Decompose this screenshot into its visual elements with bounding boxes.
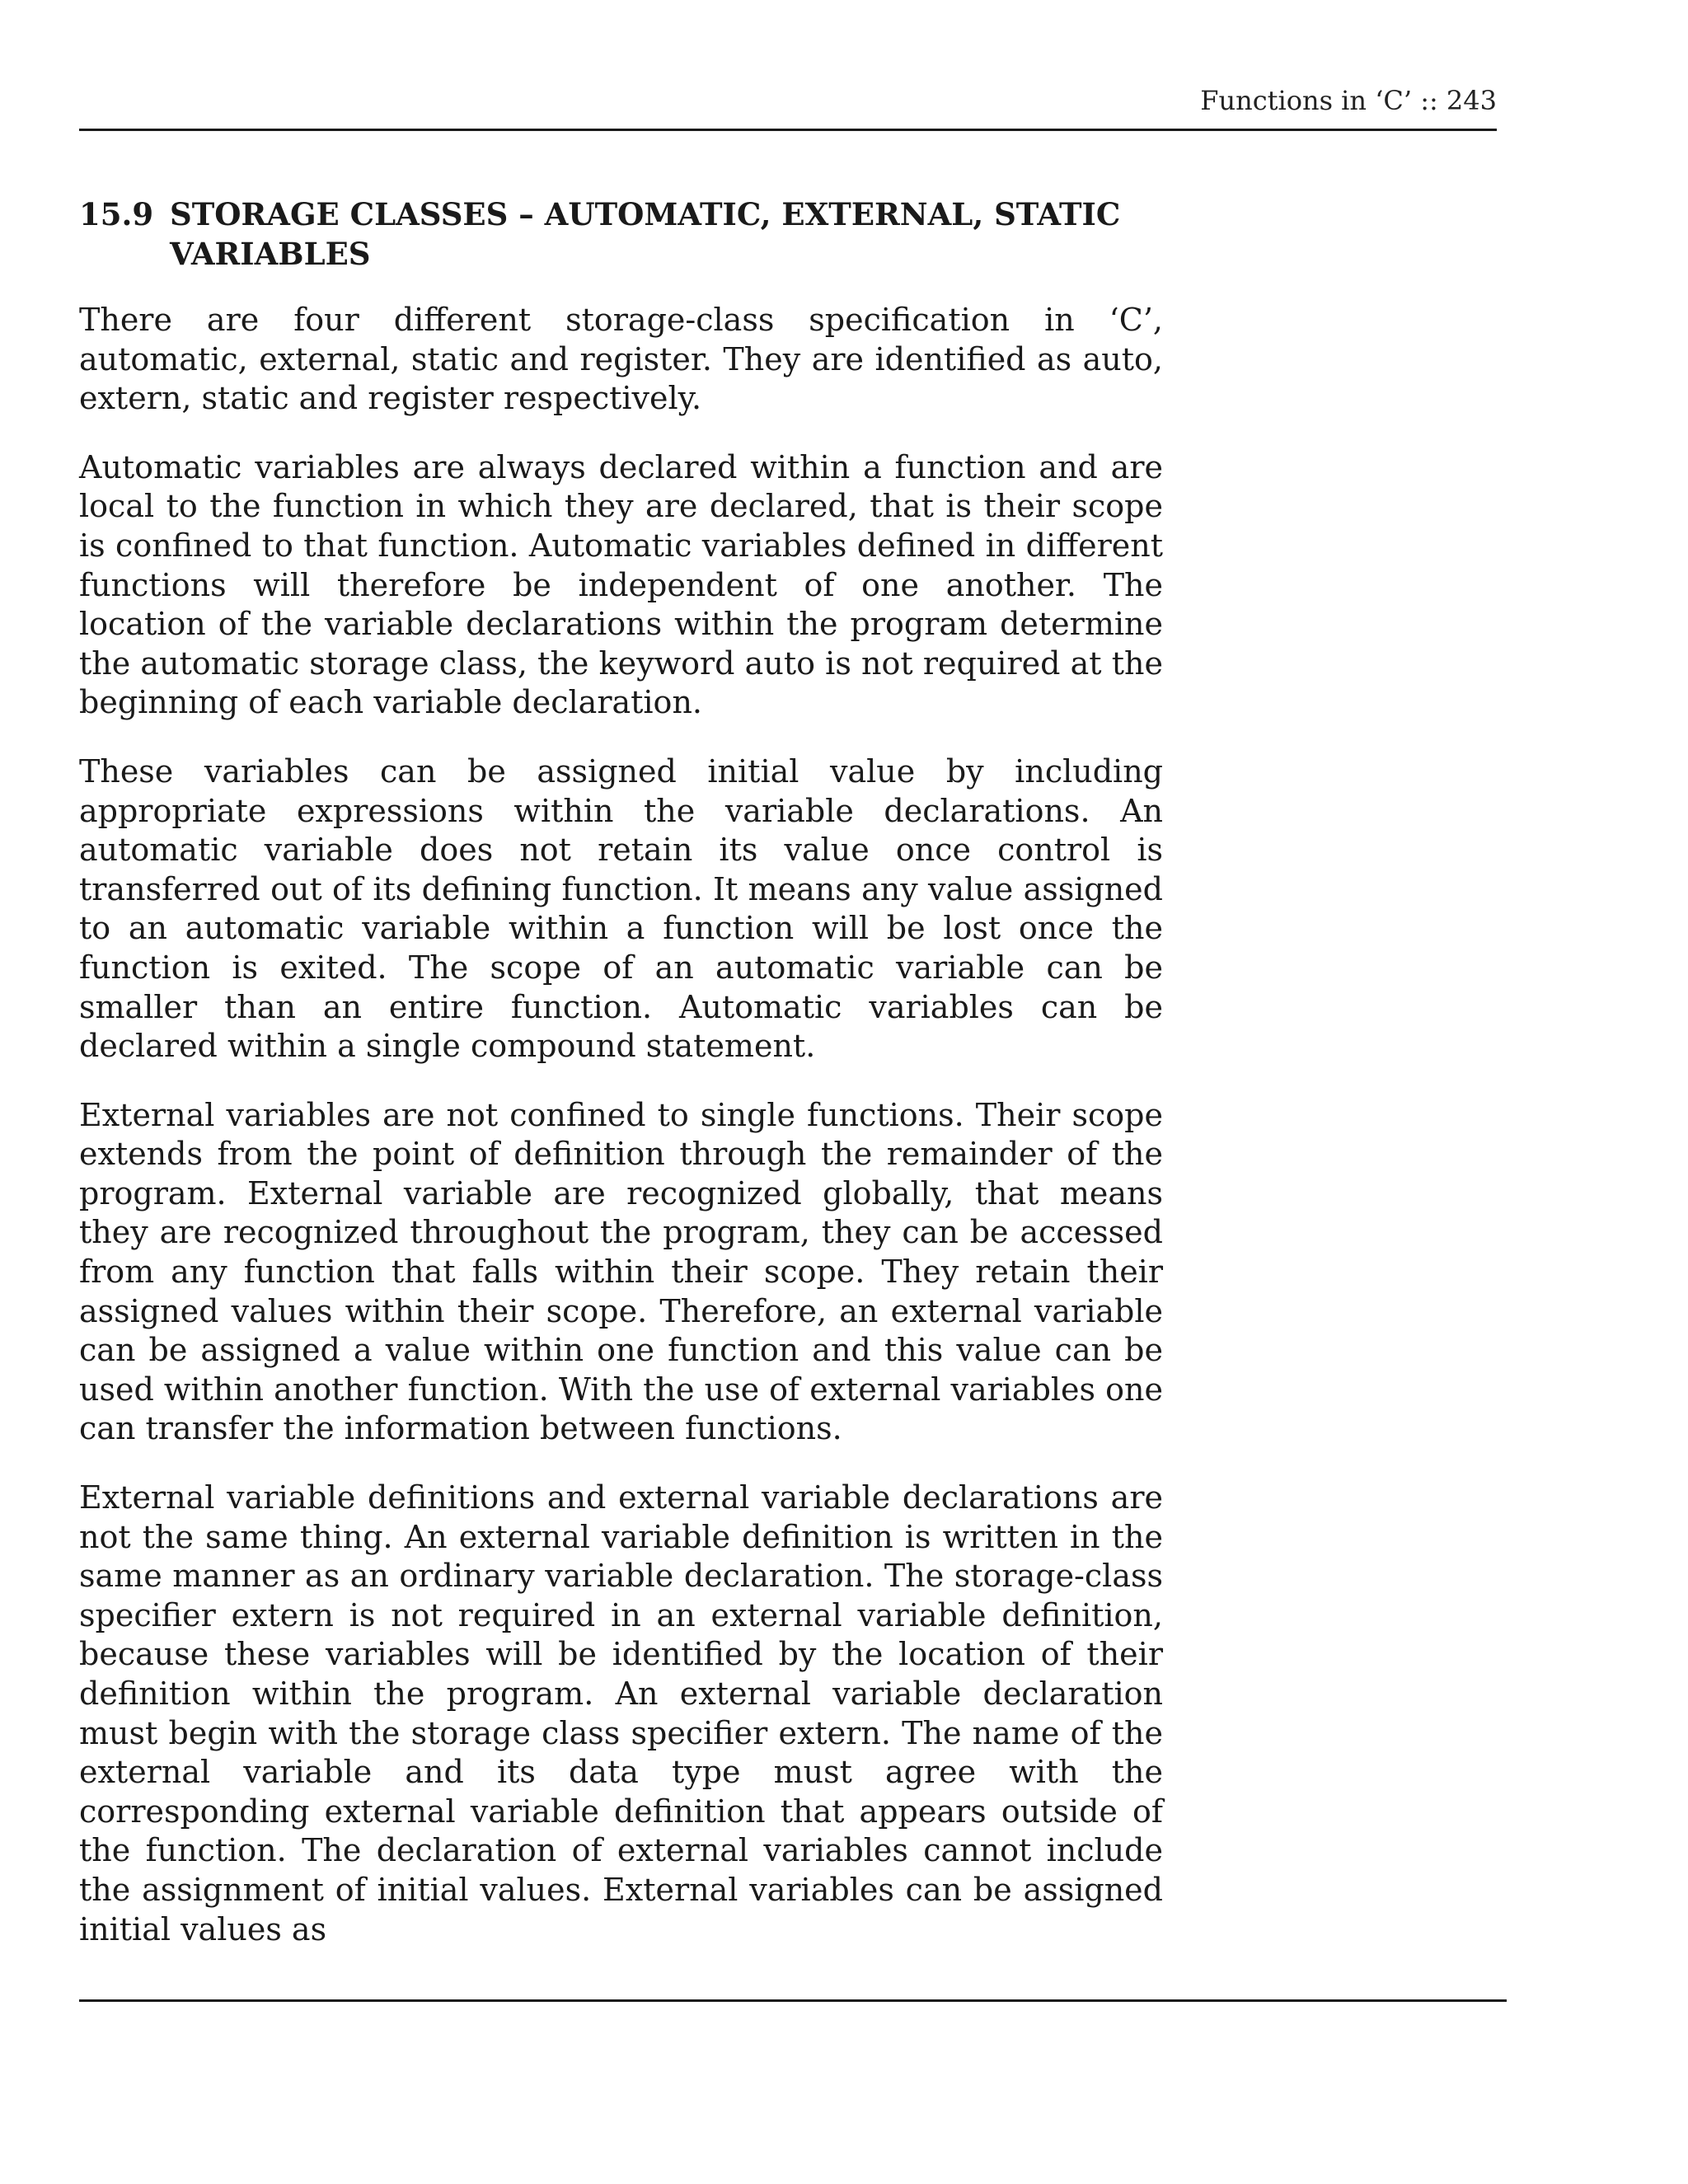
paragraph-automatic-initialization: These variables can be assigned initial value by including appropriate expressions within the variable declarations. An automatic variable does not retain its value once control is transferred out of its defining function. It means any value assigned to an automatic variable within a function will be lost once the function is exited. The scope of an automatic variable can be smaller than an entire function. Automatic variables can be declared within a single compound statement. — [79, 752, 1163, 1065]
paragraph-storage-class-intro: There are four different storage-class specification in ‘C’, automatic, external, static and register. They are identified as auto, extern, static and register respectively. — [79, 302, 1163, 417]
body-text — [79, 301, 1163, 1979]
running-header: Functions in ‘C’ :: 243 — [1200, 85, 1497, 116]
section-title: STORAGE CLASSES – AUTOMATIC, EXTERNAL, STATIC VARIABLES — [170, 196, 1121, 272]
paragraph-external-definitions: External variable definitions and external variable declarations are not the same thing. An external variable definition is written in the same manner as an ordinary variable declaration. The storage-class specifier extern is not required in an external variable definition, because these variables will be identified by the location of their definition within the program. An external variable declaration must begin with the storage class specifier extern. The name of the external variable and its data type must agree with the corresponding external variable definition that appears outside of the function. The declaration of external variables cannot include the assignment of initial values. External variables can be assigned initial values as — [79, 1479, 1163, 1947]
paragraph-external-variables: External variables are not confined to single functions. Their scope extends from the point of definition through the remainder of the program. External variable are recognized globally, that means they are recognized throughout the program, they can be accessed from any function that falls within their scope. They retain their assigned values within their scope. Therefore, an external variable can be assigned a value within one function and this value can be used within another function. With the use of external variables one can transfer the information between functions. — [79, 1096, 1163, 1447]
footer-rule — [79, 1999, 1507, 2002]
paragraph-automatic-variables: Automatic variables are always declared within a function and are local to the function in which they are declared, that is their scope is confined to that function. Automatic variables defined in different functions will therefore be independent of one another. The location of the variable declarations within the program determine the automatic storage class, the keyword auto is not required at the beginning of each variable declaration. — [79, 448, 1163, 721]
section-heading — [79, 194, 1167, 274]
section-number: 15.9 — [79, 196, 154, 232]
header-rule — [79, 129, 1497, 131]
